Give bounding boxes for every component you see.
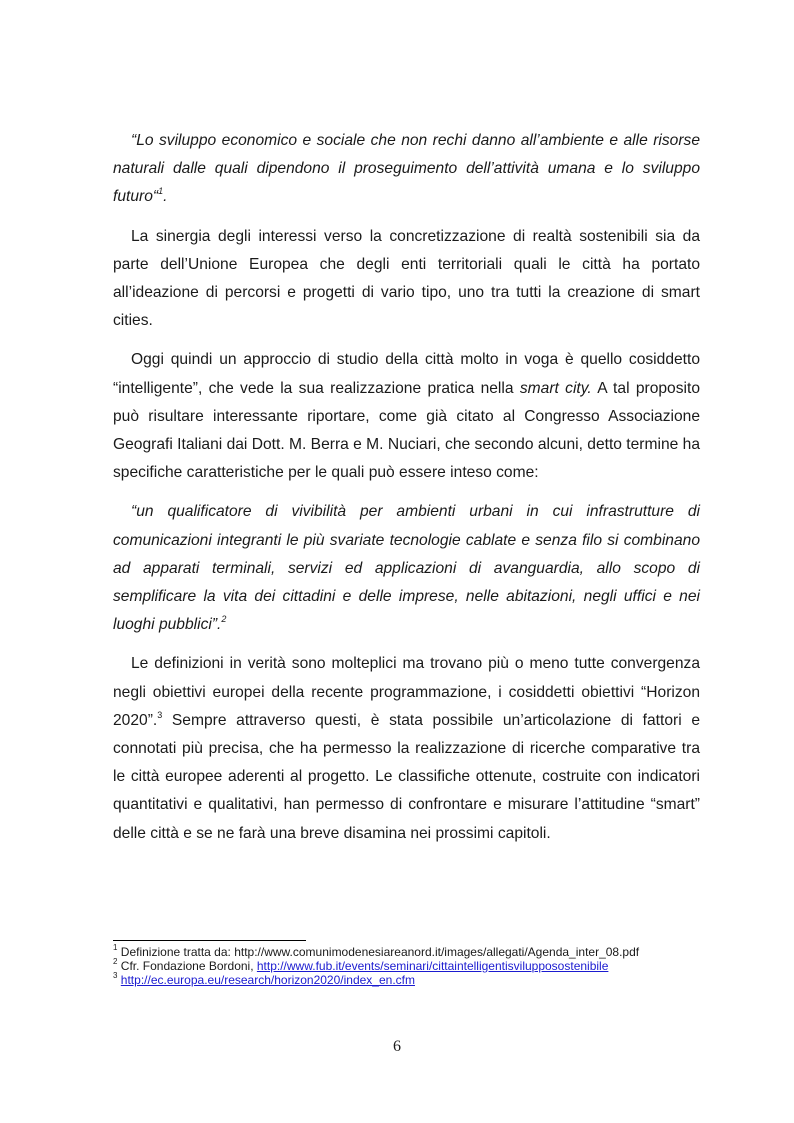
footnote-ref-2[interactable]: 2 <box>221 614 227 625</box>
footnote-2: $^2$ Cfr. Fondazione Bordoni, http://www.fub.it/events/seminari/cittaintelligentisvilupposostenibile <box>113 957 609 973</box>
paragraph-intelligent: Oggi quindi un approccio di studio della città molto in voga è quello cosiddetto “intelligente”, che vede la sua realizzazione pratica nella smart city. A tal proposito può risultare interessante riportare, come già citato al Congresso Associazione Geografi Italiani dai Dott. M. Berra e M. Nuciari, che secondo alcuni, detto termine ha specifiche caratteristiche per le quali può essere inteso come: <box>113 351 700 482</box>
footnote-ref-1[interactable]: 1 <box>158 186 164 197</box>
footnote-link-horizon[interactable]: http://ec.europa.eu/research/horizon2020/index_en.cfm <box>120 973 415 987</box>
page-number: 6 <box>393 1038 401 1055</box>
paragraph-synergy: La sinergia degli interessi verso la concretizzazione di realtà sostenibili sia da parte dell’Unione Europea che degli enti territoriali quali le città ha portato all’ideazione di percorsi e progetti di vario tipo, uno tra tutti la creazione di smart cities. <box>113 227 700 330</box>
paragraph-horizon: Le definizioni in verità sono molteplici ma trovano più o meno tutte convergenza negli obiettivi europei della recente programmazione, i cosiddetti obiettivi “Horizon 2020”.$^3$ Sempre attraverso questi, è stata possibile un’articolazione di fattori e connotati più precisa, che ha permesso la realizzazione di ricerche comparative tra le città europee aderenti al progetto. Le classifiche ottenute, costruite con indicatori quantitativi e qualitativi, han permesso di confrontare e misurare l’attitudine “smart” delle città e se ne farà una breve disamina nei prossimi capitoli. <box>113 655 700 842</box>
quote-definition: “Lo sviluppo economico e sociale che non rechi danno all’ambiente e alle risorse naturali dalle quali dipendono il proseguimento dell’attività umana e lo sviluppo futuro“$^1$. <box>113 132 700 206</box>
footnote-separator <box>113 940 306 941</box>
footnotes <box>113 945 713 987</box>
body-text <box>113 127 700 859</box>
footnote-1: $^1$ Definizione tratta da: http://www.comunimodenesiareanord.it/images/allegati/Agenda_inter_08.pdf <box>113 943 640 959</box>
footnote-ref-3[interactable]: 3 <box>157 709 163 720</box>
footnote-3: $^3$ http://ec.europa.eu/research/horizon2020/index_en.cfm <box>113 971 415 987</box>
footnote-link-fub[interactable]: http://www.fub.it/events/seminari/cittaintelligentisvilupposostenibile <box>256 959 609 973</box>
quote-qualifier: “un qualificatore di vivibilità per ambienti urbani in cui infrastrutture di comunicazioni integranti le più svariate tecnologie cablate e senza filo si combinano ad apparati terminali, servizi ed applicazioni di avanguardia, allo scopo di semplificare la vita dei cittadini e delle imprese, nelle abitazioni, negli uffici e nei luoghi pubblici”.$^2$ <box>113 503 700 634</box>
